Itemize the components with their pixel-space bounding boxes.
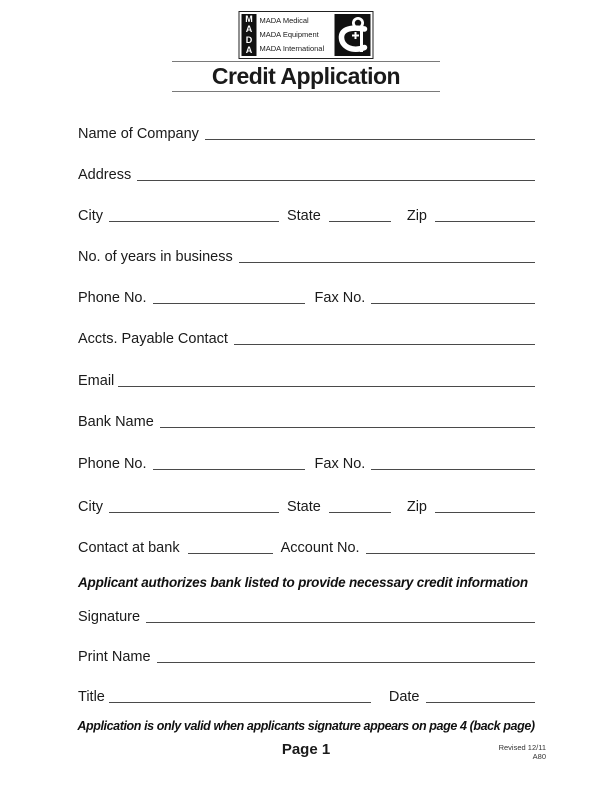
bank-state-label: State [286,499,321,515]
title-date-row [78,684,535,703]
ap-contact-row [78,326,535,345]
bank-state-input[interactable] [329,498,391,513]
phone-input[interactable] [153,289,305,304]
mada-caduceus-icon [335,14,371,56]
bank-city-label: City [78,499,103,515]
bank-name-row [78,409,535,428]
account-no-label: Account No. [280,540,360,556]
signature-input[interactable] [146,608,535,623]
email-label: Email [78,373,115,389]
signature-row [78,604,535,623]
phone-label: Phone No. [78,290,147,306]
title-input[interactable] [109,688,371,703]
bank-city-input[interactable] [109,498,279,513]
address-label: Address [78,167,132,183]
mada-vertical-letters [242,14,257,56]
city-input[interactable] [109,207,279,222]
bank-phone-fax-row [78,451,535,470]
bank-phone-label: Phone No. [78,456,147,472]
company-label: Name of Company [78,126,199,142]
revised-date: Revised 12/11 [498,743,546,752]
city-label: City [78,208,103,224]
state-input[interactable] [329,207,391,222]
revision-block [499,743,546,761]
bank-phone-input[interactable] [153,455,305,470]
logo-line-international: MADA International [259,44,325,54]
city-state-zip-row [78,203,535,222]
state-label: State [286,208,321,224]
date-input[interactable] [426,688,536,703]
bank-zip-input[interactable] [435,498,535,513]
signature-label: Signature [78,609,141,625]
zip-label: Zip [406,208,427,224]
company-input[interactable] [205,125,535,140]
bank-name-input[interactable] [160,413,535,428]
date-label: Date [388,689,420,705]
bank-authorization-note: Applicant authorizes bank listed to provide necessary credit information [78,575,528,590]
print-name-input[interactable] [157,648,535,663]
print-name-row [78,644,535,663]
email-row [78,368,535,387]
years-in-business-label: No. of years in business [78,249,233,265]
address-row [78,162,535,181]
page-number: Page 1 [281,741,331,758]
bank-name-label: Bank Name [78,414,154,430]
mada-logo [239,11,374,59]
bank-fax-label: Fax No. [314,456,366,472]
logo-letter: A [245,44,253,55]
logo-company-lines [260,14,332,56]
fax-input[interactable] [371,289,535,304]
page-title: Credit Application [211,63,401,89]
logo-letter: A [245,24,253,35]
bank-zip-label: Zip [406,499,427,515]
email-input[interactable] [118,372,535,387]
company-row [78,121,535,140]
title-label: Title [78,689,105,705]
ap-contact-input[interactable] [234,330,535,345]
bank-contact-label: Contact at bank [78,540,180,556]
address-input[interactable] [137,166,535,181]
account-no-input[interactable] [366,539,535,554]
signature-validity-note: Application is only valid when applicants signature appears on page 4 (back page) [77,719,535,733]
form-code: A80 [532,752,546,761]
logo-letter: D [245,34,253,45]
bank-fax-input[interactable] [371,455,535,470]
fax-label: Fax No. [314,290,366,306]
zip-input[interactable] [435,207,535,222]
logo-line-equipment: MADA Equipment [259,30,319,40]
ap-contact-label: Accts. Payable Contact [78,331,228,347]
form-title-block [172,61,440,92]
bank-contact-account-row [78,535,535,554]
bank-contact-input[interactable] [188,539,273,554]
bank-city-state-zip-row [78,494,535,513]
phone-fax-row [78,285,535,304]
logo-letter: M [245,14,253,24]
years-in-business-row [78,244,535,263]
years-in-business-input[interactable] [239,248,535,263]
logo-line-medical: MADA Medical [259,16,309,26]
print-name-label: Print Name [78,649,151,665]
